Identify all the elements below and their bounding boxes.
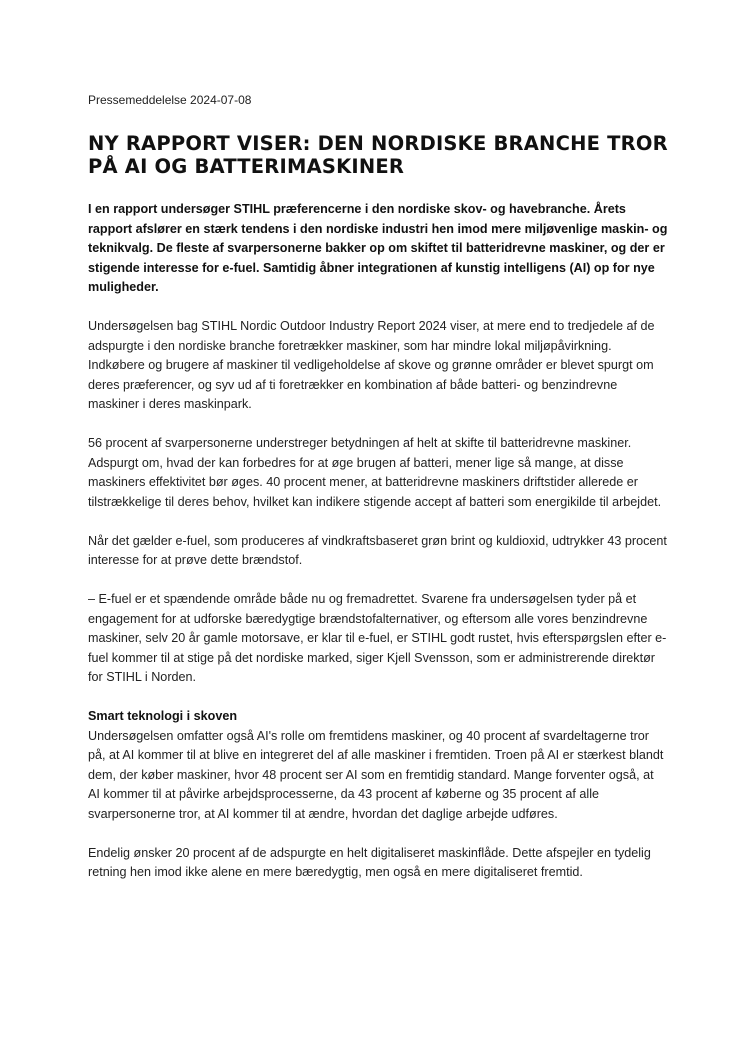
lede-paragraph: I en rapport undersøger STIHL præferencerne i den nordiske skov- og havebranche. Årets rapport afslører en stærk tendens i den nordiske industri hen imod mere miljøvenlige maskin- og teknikvalg. De fleste af svarpersonerne bakker op om skiftet til batteridrevne maskiner, og der er stigende interesse for e-fuel. Samtidig åbner integrationen af kunstig intelligens (AI) op for nye muligheder. xyxy=(88,202,668,294)
section-paragraph-2: Endelig ønsker 20 procent af de adspurgte en helt digitaliseret maskinflåde. Dette afspejler en tydelig retning hen imod ikke alene en mere bæredygtig, men også en mere digitaliseret fremtid. xyxy=(88,845,651,879)
body-paragraph-3: Når det gælder e-fuel, som produceres af vindkraftsbaseret grøn brint og kuldioxid, udtrykker 43 procent interesse for at prøve dette brændstof. xyxy=(88,533,667,567)
headline-line-1: NY RAPPORT VISER: DEN NORDISKE BRANCHE TROR xyxy=(88,132,668,155)
body-paragraph-2: 56 procent af svarpersonerne understreger betydningen af helt at skifte til batteridrevne maskiner. Adspurgt om, hvad der kan forbedres for at øge brugen af batteri, mener lige så mange, at disse maskiners effektivitet bør øges. 40 procent mener, at batteridrevne maskiners driftstider allerede er tilstrækkelige til deres behov, hvilket kan indikere stigende accept af batteri som energikilde til arbejdet. xyxy=(88,436,662,509)
dateline: Pressemeddelelse 2024-07-08 xyxy=(88,93,252,107)
section-subheading: Smart teknologi i skoven xyxy=(88,709,238,723)
headline-line-2: PÅ AI OG BATTERIMASKINER xyxy=(88,155,405,178)
section-paragraph-1: Undersøgelsen omfatter også AI's rolle om fremtidens maskiner, og 40 procent af svardeltagerne tror på, at AI kommer til at blive en integreret del af alle maskiner i fremtiden. Troen på AI er stærkest blandt dem, der køber maskiner, hvor 48 procent ser AI som en fremtidig standard. Mange forventer også, at AI kommer til at påvirke arbejdsprocesserne, da 43 procent af køberne og 35 procent af alle svarpersonerne tror, at AI kommer til at ændre, hvordan det daglige arbejde udføres. xyxy=(88,728,664,821)
press-release-page xyxy=(88,92,668,902)
quote-paragraph: – E-fuel er et spændende område både nu og fremadrettet. Svarene fra undersøgelsen tyder på et engagement for at udforske bæredygtige brændstofalternativer, og eftersom alle vores benzindrevne maskiner, selv 20 år gamle motorsave, er klar til e-fuel, er STIHL godt rustet, hvis efterspørgslen efter e-fuel kommer til at stige på det nordiske marked, siger Kjell Svensson, som er administrerende direktør for STIHL i Norden. xyxy=(88,592,667,684)
headline xyxy=(88,132,668,178)
body-paragraph-1: Undersøgelsen bag STIHL Nordic Outdoor Industry Report 2024 viser, at mere end to tredjedele af de adspurgte i den nordiske branche foretrækker maskiner, som har mindre lokal miljøpåvirkning. Indkøbere og brugere af maskiner til vedligeholdelse af skove og grønne områder er blevet spurgt om deres præferencer, og syv ud af ti foretrækker en kombination af både batteri- og benzindrevne maskiner i deres maskinpark. xyxy=(88,319,655,411)
